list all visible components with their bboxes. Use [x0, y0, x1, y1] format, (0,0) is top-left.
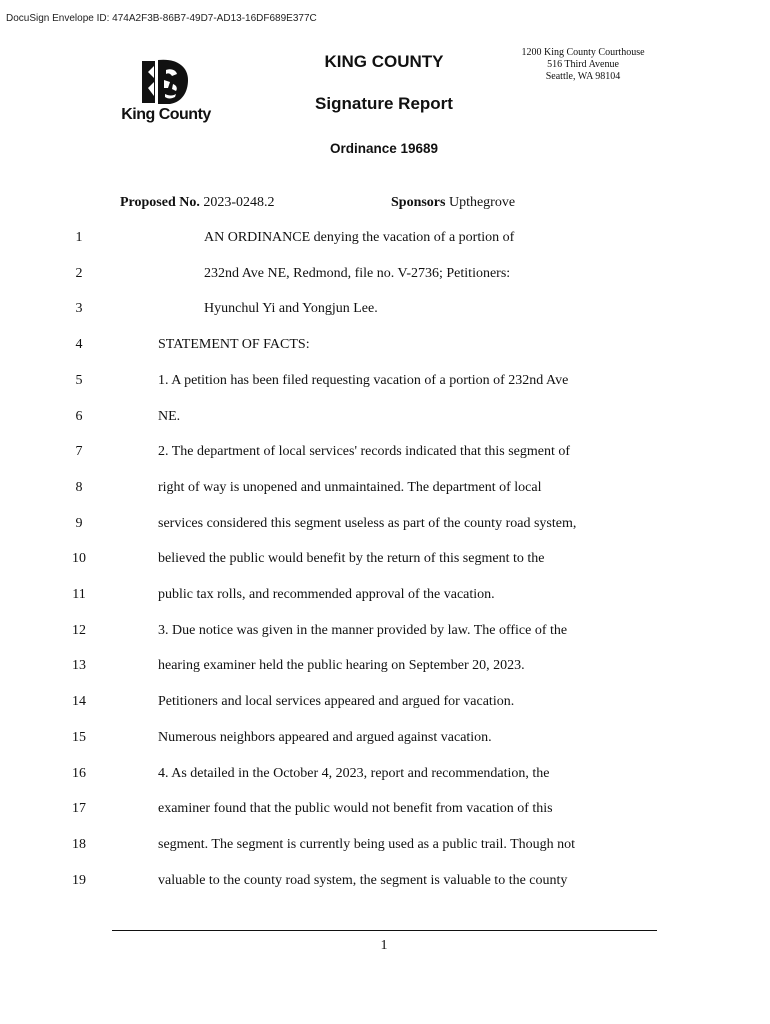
proposed-value: 2023-0248.2	[203, 195, 275, 210]
document-line	[0, 228, 770, 248]
document-line	[0, 264, 770, 284]
line-number: 8	[75, 479, 83, 495]
line-text: 1. A petition has been filed requesting vacation of a portion of 232nd Ave	[158, 372, 569, 388]
logo-wordmark: King County	[121, 106, 211, 123]
line-text: 232nd Ave NE, Redmond, file no. V-2736; Petitioners:	[204, 265, 511, 281]
proposed-label: Proposed No.	[120, 195, 200, 210]
document-line	[0, 692, 770, 712]
line-text: 4. As detailed in the October 4, 2023, report and recommendation, the	[158, 765, 550, 781]
line-number: 9	[75, 515, 83, 531]
line-text: valuable to the county road system, the segment is valuable to the county	[158, 872, 568, 888]
line-number: 2	[75, 265, 83, 281]
document-line	[0, 514, 770, 534]
king-county-logo	[118, 58, 214, 128]
line-number: 15	[72, 729, 86, 745]
line-number: 7	[75, 444, 83, 460]
line-text: examiner found that the public would not benefit from vacation of this	[158, 801, 553, 817]
line-text: Numerous neighbors appeared and argued against vacation.	[158, 729, 492, 745]
docusign-envelope-id: DocuSign Envelope ID: 474A2F3B-86B7-49D7-AD13-16DF689E377C	[6, 13, 317, 24]
document-line	[0, 549, 770, 569]
line-number: 17	[72, 801, 86, 817]
line-number: 5	[75, 372, 83, 388]
line-number: 6	[75, 408, 83, 424]
address-line: 516 Third Avenue	[547, 59, 619, 70]
document-line	[0, 442, 770, 462]
document-line	[0, 335, 770, 355]
address-line: Seattle, WA 98104	[545, 71, 621, 82]
document-line	[0, 799, 770, 819]
line-number: 11	[72, 587, 86, 602]
line-number: 3	[75, 301, 83, 317]
document-line	[0, 835, 770, 855]
proposed-number	[120, 195, 275, 211]
line-number: 18	[72, 836, 86, 852]
courthouse-address	[512, 47, 654, 83]
line-text: STATEMENT OF FACTS:	[158, 337, 310, 353]
footer-divider	[112, 930, 657, 931]
ordinance-number: Ordinance 19689	[329, 141, 439, 156]
line-number: 1	[75, 230, 83, 245]
line-text: hearing examiner held the public hearing on September 20, 2023.	[158, 658, 525, 674]
sponsors-value: Upthegrove	[448, 195, 516, 210]
line-text: Petitioners and local services appeared and argued for vacation.	[158, 694, 515, 710]
sponsors-label: Sponsors	[391, 195, 446, 210]
document-line	[0, 656, 770, 676]
line-number: 13	[72, 658, 86, 674]
line-number: 16	[72, 765, 86, 781]
line-text: public tax rolls, and recommended approval of the vacation.	[158, 587, 495, 602]
page-number: 1	[380, 938, 388, 953]
document-line	[0, 299, 770, 319]
line-text: believed the public would benefit by the return of this segment to the	[158, 551, 545, 567]
document-line	[0, 407, 770, 427]
line-text: right of way is unopened and unmaintained. The department of local	[158, 479, 542, 495]
document-line	[0, 371, 770, 391]
document-line	[0, 764, 770, 784]
document-line	[0, 871, 770, 891]
document-line	[0, 478, 770, 498]
report-title: Signature Report	[315, 94, 453, 113]
line-text: services considered this segment useless as part of the county road system,	[158, 515, 577, 531]
line-text: Hyunchul Yi and Yongjun Lee.	[204, 301, 378, 317]
line-number: 4	[75, 337, 83, 353]
king-county-mlk-icon	[118, 58, 214, 106]
document-line	[0, 585, 770, 605]
line-text: segment. The segment is currently being used as a public trail. Though not	[158, 836, 576, 852]
line-text: 3. Due notice was given in the manner provided by law. The office of the	[158, 622, 568, 638]
document-line	[0, 621, 770, 641]
line-text: NE.	[158, 408, 181, 424]
sponsors	[391, 195, 515, 211]
line-text: AN ORDINANCE denying the vacation of a portion of	[204, 230, 515, 245]
document-line	[0, 728, 770, 748]
line-number: 14	[72, 694, 86, 710]
county-title: KING COUNTY	[324, 52, 444, 71]
line-text: 2. The department of local services' records indicated that this segment of	[158, 444, 571, 460]
line-number: 12	[72, 622, 86, 638]
line-number: 19	[72, 872, 86, 888]
address-line: 1200 King County Courthouse	[521, 47, 645, 58]
line-number: 10	[72, 551, 86, 567]
